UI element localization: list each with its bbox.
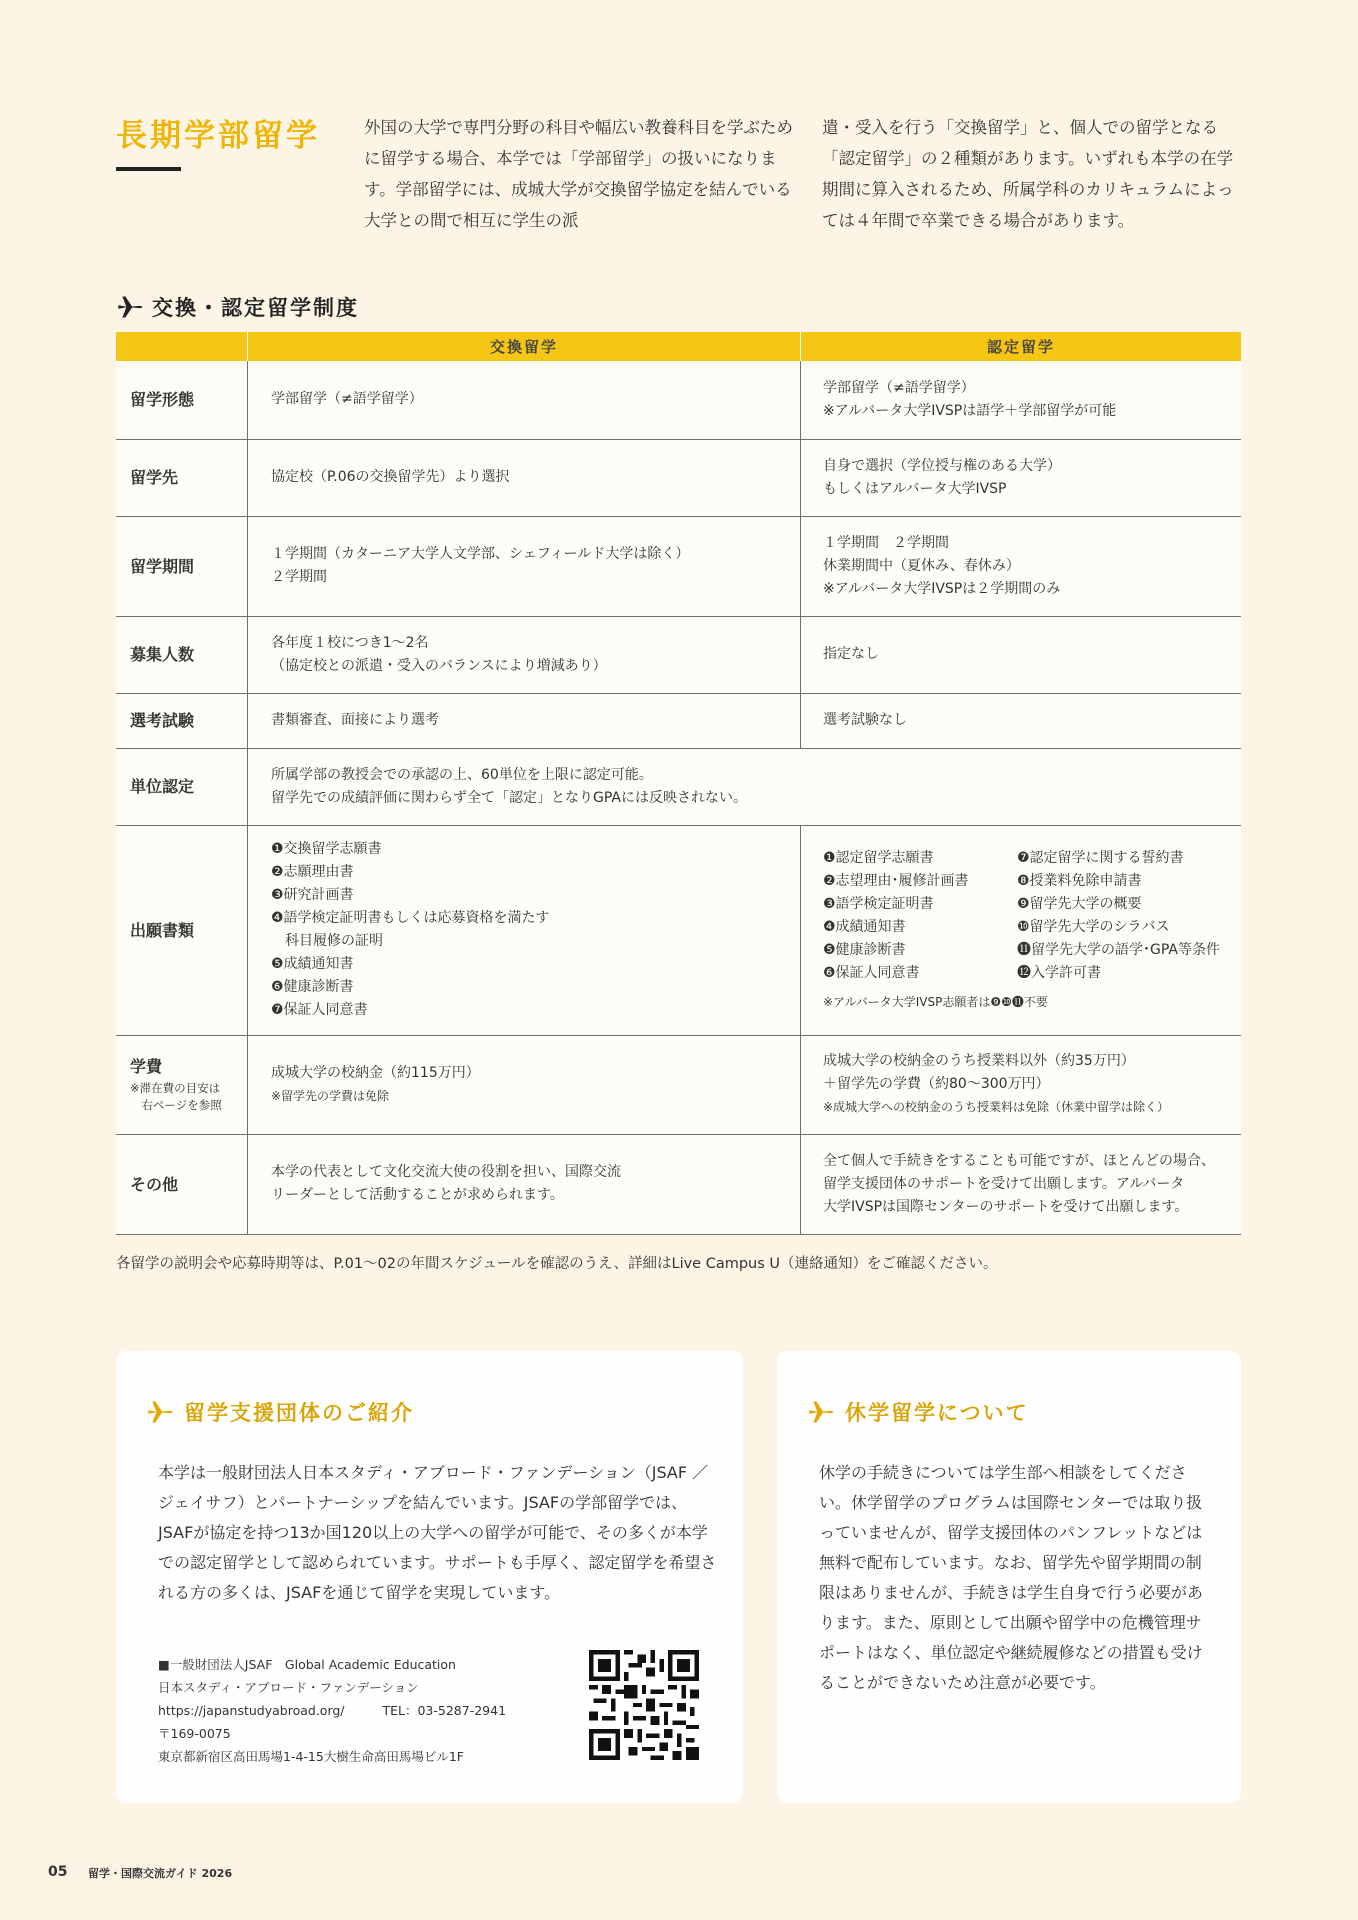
doc-item: ❹語学検定証明書もしくは応募資格を満たす xyxy=(271,910,550,926)
row-label: 留学期間 xyxy=(116,516,248,616)
cell-certified xyxy=(801,616,1242,693)
doc-item: 科目履修の証明 xyxy=(271,933,383,949)
doc-item: ⓬入学許可書 xyxy=(1017,964,1101,981)
card-heading xyxy=(146,1397,414,1427)
cell-certified xyxy=(801,439,1242,516)
cell-line: 大学IVSPは国際センターのサポートを受けて出願します。 xyxy=(823,1198,1189,1215)
label-note-line: ※滞在費の目安は xyxy=(130,1081,221,1095)
footer-title: 留学・国際交流ガイド 2026 xyxy=(88,1867,233,1880)
table-row xyxy=(116,748,1241,825)
card-title: 休学留学について xyxy=(845,1401,1029,1425)
table-header-exchange: 交換留学 xyxy=(248,332,801,361)
table-header-certified: 認定留学 xyxy=(801,332,1242,361)
cell-certified xyxy=(801,693,1242,748)
cell-line: 自身で選択（学位授与権のある大学） xyxy=(823,457,1061,474)
table-header-row xyxy=(116,332,1241,361)
cell-line: 協定校（P.06の交換留学先）より選択 xyxy=(271,469,510,485)
row-label: 出願書類 xyxy=(116,825,248,1035)
cell-certified xyxy=(801,1035,1242,1134)
row-label: 留学先 xyxy=(116,439,248,516)
cell-note: ※成城大学への校納金のうち授業料は免除（休業中留学は除く） xyxy=(823,1100,1170,1114)
cell-certified xyxy=(801,825,1242,1035)
doc-item: ❸語学検定証明書 xyxy=(823,895,934,912)
cell-exchange xyxy=(248,361,801,439)
cell-line: １学期間 ２学期間 xyxy=(823,534,949,551)
row-label: 留学形態 xyxy=(116,361,248,439)
cell-line: 留学支援団体のサポートを受けて出願します。アルバータ xyxy=(823,1175,1185,1192)
leave-study-card xyxy=(777,1351,1241,1803)
contact-line xyxy=(158,1699,558,1722)
cell-line: 書類審査、面接により選考 xyxy=(271,712,439,728)
table-header-blank xyxy=(116,332,248,361)
table-row xyxy=(116,825,1241,1035)
doc-item: ❼認定留学に関する誓約書 xyxy=(1017,849,1184,866)
table-row xyxy=(116,516,1241,616)
intro-text-col2: 遣・受入を行う「交換留学」と、個人での留学となる「認定留学」の２種類があります。いずれも本学の在学期間に算入されるため、所属学科のカリキュラムによっては４年間で卒業できる場合があります。 xyxy=(822,118,1234,230)
label-note-line: 右ページを参照 xyxy=(130,1098,222,1112)
doc-item: ❷志望理由･履修計画書 xyxy=(823,872,969,889)
row-label: 単位認定 xyxy=(116,748,248,825)
cell-line: 学部留学（≠語学留学） xyxy=(271,391,423,408)
cell-certified xyxy=(801,516,1242,616)
card-body-text: 休学の手続きについては学生部へ相談をしてください。休学留学のプログラムは国際センターでは取り扱っていませんが、留学支援団体のパンフレットなどは無料で配布しています。なお、留学先や留学期間の制限はありませんが、手続きは学生自身で行う必要があります。また、原則として出願や留学中の危機管理サポートはなく、単位認定や継続履修などの措置も受けることができないため注意が必要です。 xyxy=(819,1463,1204,1692)
cell-exchange xyxy=(248,1035,801,1134)
section-heading xyxy=(116,290,359,324)
cell-line: リーダーとして活動することが求められます。 xyxy=(271,1187,564,1203)
cell-both xyxy=(248,748,1242,825)
row-label: 募集人数 xyxy=(116,616,248,693)
cell-line: 学部留学（≠語学留学） xyxy=(823,379,975,396)
cell-line: 選考試験なし xyxy=(823,712,907,728)
doc-item: ❸研究計画書 xyxy=(271,887,354,903)
doc-item: ❻保証人同意書 xyxy=(823,964,920,981)
cell-line: ※アルバータ大学IVSPは２学期間のみ xyxy=(823,580,1061,597)
cell-line: 本学の代表として文化交流大使の役割を担い、国際交流 xyxy=(271,1164,621,1180)
doc-columns xyxy=(823,847,1240,985)
row-label: その他 xyxy=(116,1134,248,1234)
table-row xyxy=(116,1035,1241,1134)
doc-item: ❶交換留学志願書 xyxy=(271,841,382,857)
cell-line: 所属学部の教授会での承認の上、60単位を上限に認定可能。 xyxy=(271,766,653,783)
table-row xyxy=(116,616,1241,693)
cell-line: 指定なし xyxy=(823,646,879,662)
doc-item: ❶認定留学志願書 xyxy=(823,849,934,866)
doc-item: ❿留学先大学のシラバス xyxy=(1017,918,1170,935)
airplane-icon xyxy=(146,1398,174,1426)
contact-address: 東京都新宿区高田馬場1-4-15大樹生命高田馬場ビル1F xyxy=(158,1749,464,1764)
table-row xyxy=(116,693,1241,748)
doc-column-b xyxy=(1017,847,1220,985)
cell-line: ※アルバータ大学IVSPは語学＋学部留学が可能 xyxy=(823,402,1117,419)
contact-org-kana: 日本スタディ・アブロード・ファンデーション xyxy=(158,1680,419,1695)
cell-line: 成城大学の校納金（約115万円） xyxy=(271,1064,480,1081)
table-footnote: 各留学の説明会や応募時期等は、P.01～02の年間スケジュールを確認のうえ、詳細はLive Campus U（連絡通知）をご確認ください。 xyxy=(116,1256,998,1272)
intro-text-col1: 外国の大学で専門分野の科目や幅広い教養科目を学ぶために留学する場合、本学では「学部留学」の扱いになります。学部留学には、成城大学が交換留学協定を結んでいる大学との間で相互に学生の派 xyxy=(364,118,793,230)
cell-exchange xyxy=(248,516,801,616)
row-label xyxy=(116,1035,248,1134)
support-org-card xyxy=(116,1351,743,1803)
doc-item: ❹成績通知書 xyxy=(823,918,906,935)
cell-line: ＋留学先の学費（約80～300万円） xyxy=(823,1076,1050,1092)
contact-zip: 〒169-0075 xyxy=(158,1726,231,1741)
cell-exchange xyxy=(248,825,801,1035)
doc-column-a xyxy=(823,847,1017,985)
cell-line: ２学期間 xyxy=(271,569,327,585)
card-body-text: 本学は一般財団法人日本スタディ・アブロード・ファンデーション（JSAF ／ジェイサフ）とパートナーシップを結んでいます。JSAFの学部留学では、JSAFが協定を持つ13か国120以上の大学への留学が可能で、その多くが本学での認定留学として認められています。サポートも手厚く、認定留学を希望される方の多くは、JSAFを通じて留学を実現しています。 xyxy=(158,1463,717,1602)
title-underline xyxy=(116,167,181,171)
program-comparison-table xyxy=(116,332,1241,1235)
airplane-icon xyxy=(116,293,144,321)
row-label: 選考試験 xyxy=(116,693,248,748)
row-label-note xyxy=(130,1080,246,1114)
cell-exchange xyxy=(248,1134,801,1234)
cell-line: （協定校との派遣・受入のバランスにより増減あり） xyxy=(271,657,607,674)
cell-line: 留学先での成績評価に関わらず全て「認定」となりGPAには反映されない。 xyxy=(271,789,747,806)
cell-exchange xyxy=(248,693,801,748)
page-number: 05 xyxy=(48,1864,68,1880)
table-row xyxy=(116,361,1241,439)
cell-line: 全て個人で手続きをすることも可能ですが、ほとんどの場合、 xyxy=(823,1152,1215,1169)
contact-url[interactable]: https://japanstudyabroad.org/ xyxy=(158,1703,345,1718)
doc-item: ❻健康診断書 xyxy=(271,979,354,995)
doc-item: ❽授業料免除申請書 xyxy=(1017,872,1142,889)
row-label-text: 学費 xyxy=(130,1057,163,1076)
airplane-icon xyxy=(807,1398,835,1426)
contact-org: ■一般財団法人JSAF Global Academic Education xyxy=(158,1657,456,1672)
contact-info xyxy=(158,1653,558,1768)
cell-line: 各年度１校につき1～2名 xyxy=(271,634,429,651)
page-title: 長期学部留学 xyxy=(116,118,320,154)
doc-item: ❺成績通知書 xyxy=(271,956,354,972)
doc-item: ❷志願理由書 xyxy=(271,864,354,880)
doc-item: ❼保証人同意書 xyxy=(271,1002,368,1018)
cell-line: １学期間（カターニア大学人文学部、シェフィールド大学は除く） xyxy=(271,546,690,562)
cell-note: ※留学先の学費は免除 xyxy=(271,1088,390,1103)
cell-line: もしくはアルバータ大学IVSP xyxy=(823,480,1007,497)
doc-item: ❺健康診断書 xyxy=(823,941,906,958)
cell-exchange xyxy=(248,439,801,516)
qr-code-icon[interactable] xyxy=(589,1650,699,1760)
doc-item: ⓫留学先大学の語学･GPA等条件 xyxy=(1017,941,1220,958)
cell-certified xyxy=(801,361,1242,439)
doc-note: ※アルバータ大学IVSP志願者は❾❿⓫不要 xyxy=(823,994,1048,1009)
table-row xyxy=(116,1134,1241,1234)
card-title: 留学支援団体のご紹介 xyxy=(184,1401,414,1425)
cell-exchange xyxy=(248,616,801,693)
table-row xyxy=(116,439,1241,516)
cell-certified xyxy=(801,1134,1242,1234)
cell-line: 休業期間中（夏休み、春休み） xyxy=(823,557,1020,574)
cell-line: 成城大学の校納金のうち授業料以外（約35万円） xyxy=(823,1053,1135,1069)
contact-tel: TEL：03-5287-2941 xyxy=(382,1703,507,1718)
card-heading xyxy=(807,1397,1029,1427)
doc-item: ❾留学先大学の概要 xyxy=(1017,895,1142,912)
section-title: 交換・認定留学制度 xyxy=(152,296,359,320)
